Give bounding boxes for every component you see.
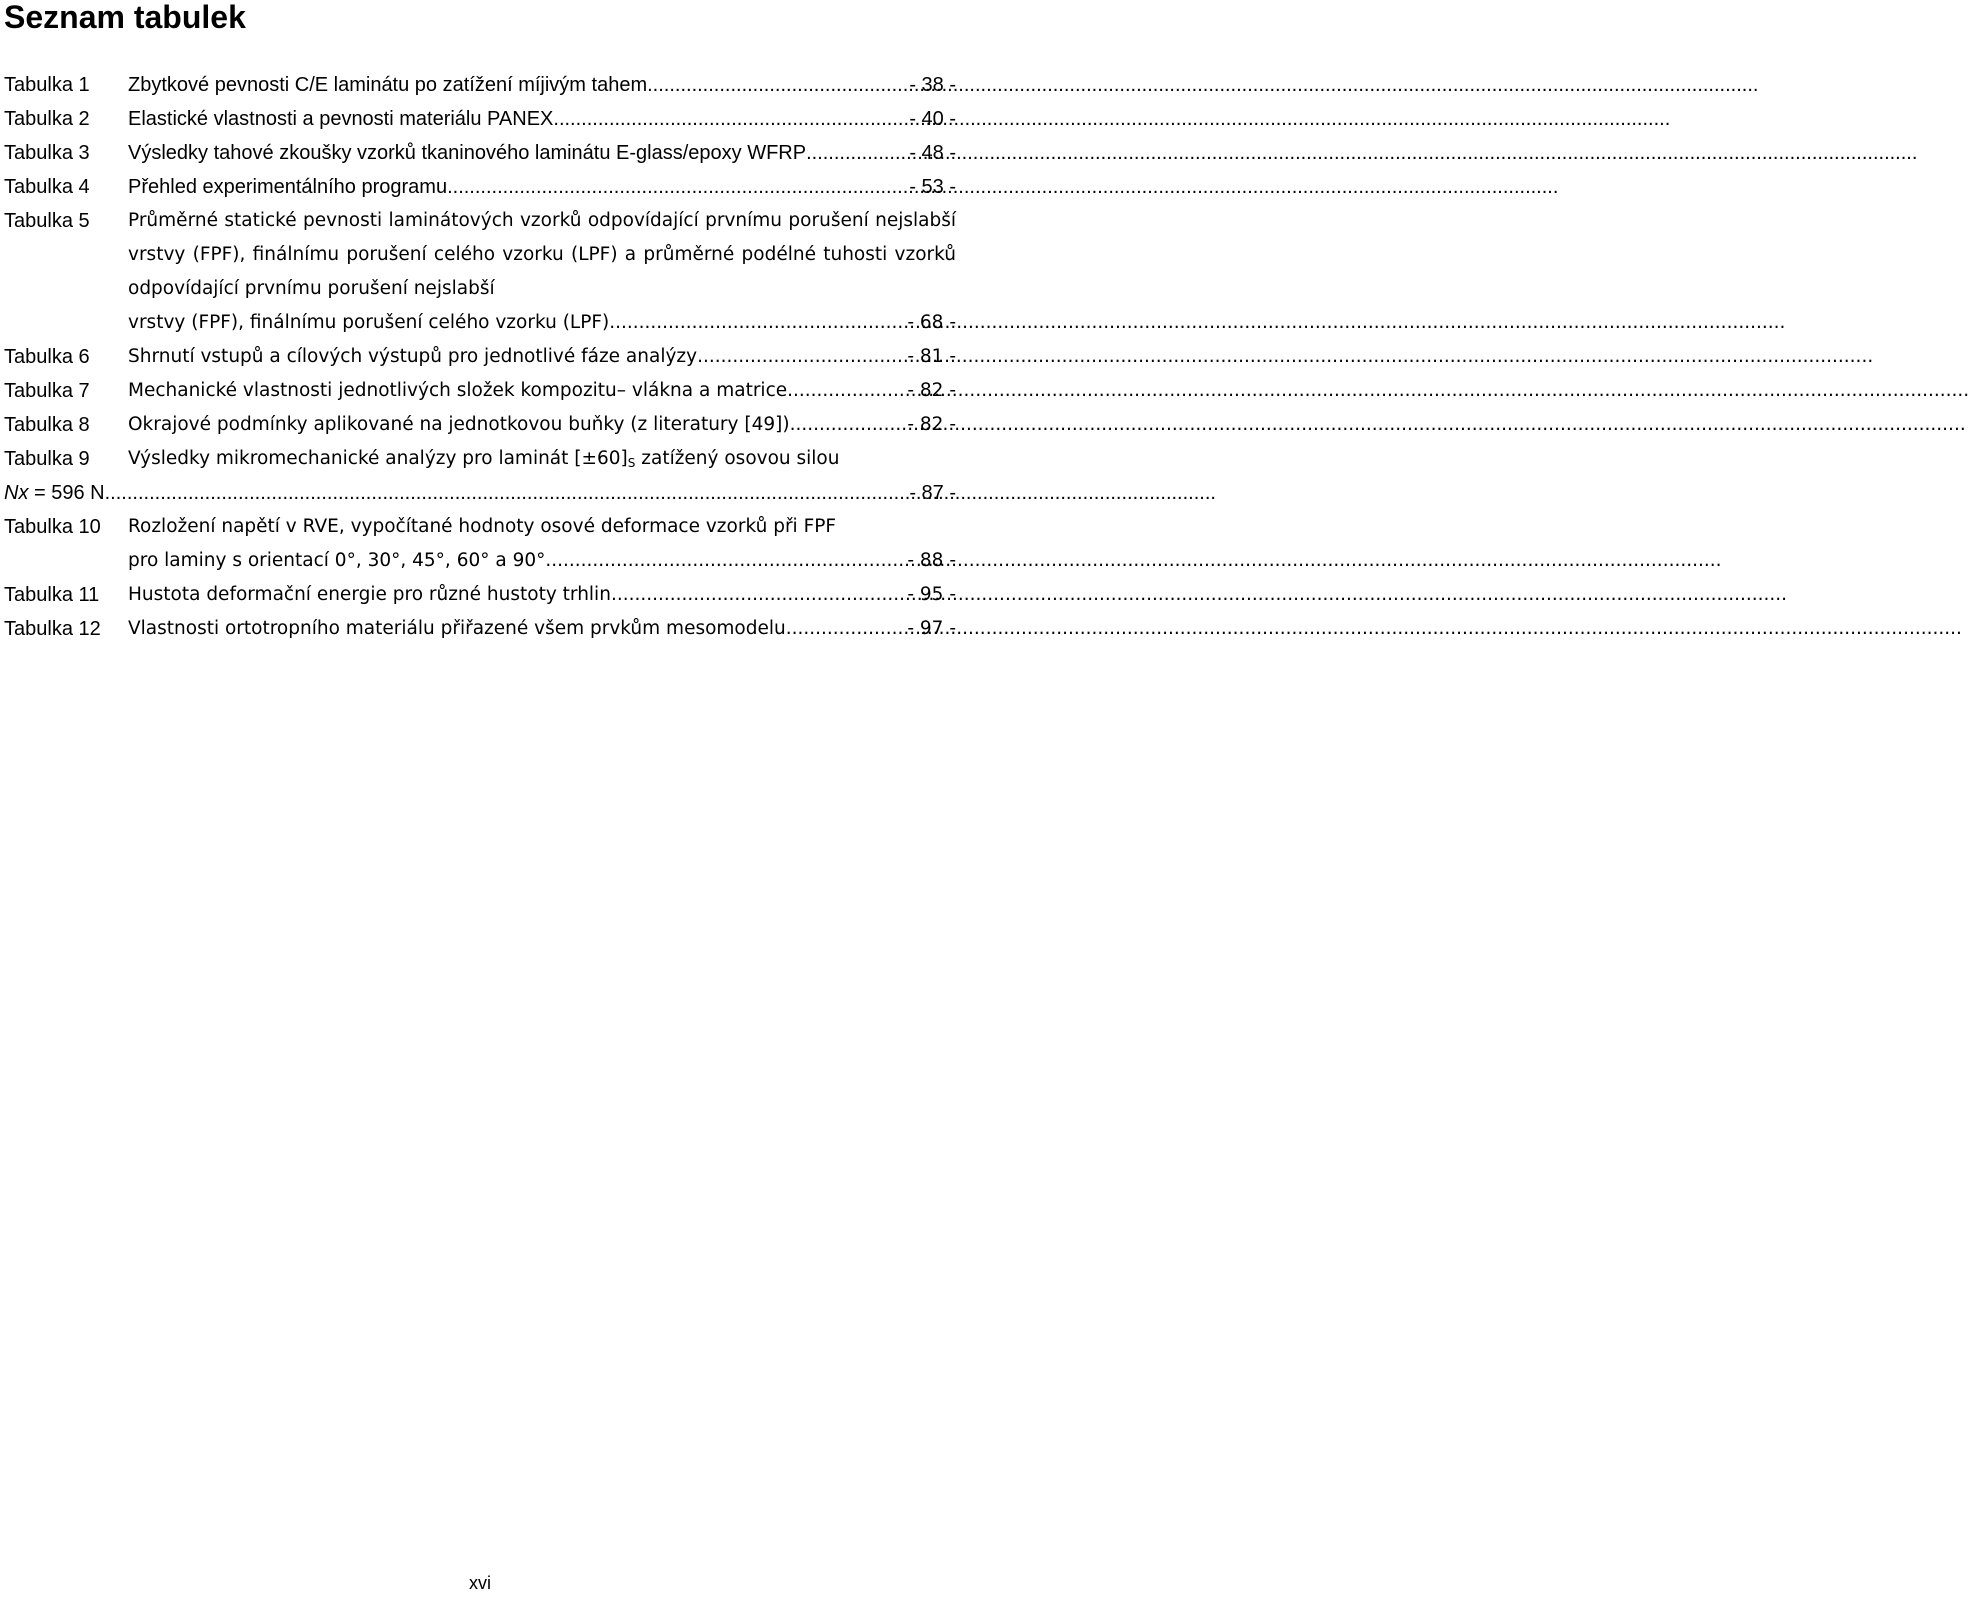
dot-leader bbox=[611, 578, 905, 612]
page-number: xvi bbox=[469, 1573, 491, 1593]
dot-leader bbox=[447, 170, 907, 204]
entry-page: - 87 - bbox=[909, 482, 956, 504]
toc-entry-7[interactable] bbox=[4, 374, 956, 408]
dot-leader bbox=[697, 340, 905, 374]
dot-leader bbox=[559, 102, 907, 136]
dot-leader bbox=[105, 476, 908, 510]
entry-label: Tabulka 5 bbox=[4, 210, 90, 232]
dot-leader bbox=[790, 408, 906, 442]
entry-title-end: = 596 N bbox=[28, 482, 105, 504]
dot-leader bbox=[545, 544, 905, 578]
toc-entry-11[interactable] bbox=[4, 578, 956, 612]
entry-title: Výsledky tahové zkoušky vzorků tkaninového laminátu E-glass/epoxy WFRP bbox=[128, 142, 807, 164]
entry-title: Hustota deformační energie pro různé hustoty trhlin bbox=[128, 584, 611, 605]
page-title: Seznam tabulek bbox=[4, 0, 246, 35]
table-list bbox=[4, 68, 956, 646]
dot-leader bbox=[793, 374, 905, 408]
entry-label: Tabulka 8 bbox=[4, 414, 90, 436]
entry-label: Tabulka 7 bbox=[4, 380, 90, 402]
entry-title: Průměrné statické pevnosti laminátových vzorků odpovídající prvnímu porušení nejslabší vrstvy (FPF), finálnímu porušení celého vzorku (LPF) a průměrné podélné tuhosti vzorků odpovídající prvnímu porušení nejslabší bbox=[128, 210, 956, 299]
toc-entry-6[interactable] bbox=[4, 340, 956, 374]
entry-title-subscript: S bbox=[627, 456, 636, 470]
entry-title: Okrajové podmínky aplikované na jednotkovou buňky (z literatury [49]) bbox=[128, 414, 790, 435]
entry-title-cont: zatížený osovou silou bbox=[635, 448, 840, 469]
dot-leader bbox=[806, 136, 907, 170]
entry-page: - 97 - bbox=[907, 618, 956, 639]
entry-page: - 82 - bbox=[907, 414, 956, 435]
entry-page: - 38 - bbox=[909, 74, 956, 96]
entry-title-end: pro laminy s orientací 0°, 30°, 45°, 60° a 90° bbox=[128, 550, 546, 571]
variable-nx: Nx bbox=[4, 482, 29, 504]
entry-page: - 68 - bbox=[907, 312, 956, 333]
toc-entry-9[interactable] bbox=[4, 442, 956, 510]
toc-entry-5[interactable] bbox=[4, 204, 956, 340]
toc-entry-8[interactable] bbox=[4, 408, 956, 442]
entry-label: Tabulka 10 bbox=[4, 516, 101, 538]
entry-title: Vlastnosti ortotropního materiálu přiřazené všem prvkům mesomodelu bbox=[128, 618, 786, 639]
entry-label: Tabulka 6 bbox=[4, 346, 90, 368]
entry-page: - 95 - bbox=[907, 584, 956, 605]
entry-label: Tabulka 1 bbox=[4, 74, 90, 96]
entry-page: - 88 - bbox=[907, 550, 956, 571]
entry-page: - 53 - bbox=[909, 176, 956, 198]
entry-label: Tabulka 9 bbox=[4, 448, 90, 470]
entry-title-end: vrstvy (FPF), finálnímu porušení celého vzorku (LPF) bbox=[128, 312, 610, 333]
entry-page: - 82 - bbox=[907, 380, 956, 401]
entry-label: Tabulka 11 bbox=[4, 584, 100, 606]
entry-label: Tabulka 3 bbox=[4, 142, 90, 164]
dot-leader bbox=[647, 68, 907, 102]
entry-label: Tabulka 12 bbox=[4, 618, 101, 640]
entry-title: Zbytkové pevnosti C/E laminátu po zatížení míjivým tahem bbox=[128, 74, 648, 96]
toc-entry-4[interactable] bbox=[4, 170, 956, 204]
toc-entry-10[interactable] bbox=[4, 510, 956, 578]
entry-page: - 81 - bbox=[907, 346, 956, 367]
toc-entry-3[interactable] bbox=[4, 136, 956, 170]
entry-page: - 40 - bbox=[909, 108, 956, 130]
toc-entry-12[interactable] bbox=[4, 612, 956, 646]
entry-title: Rozložení napětí v RVE, vypočítané hodnoty osové deformace vzorků při FPF bbox=[128, 516, 837, 537]
toc-entry-2[interactable] bbox=[4, 102, 956, 136]
dot-leader bbox=[609, 306, 905, 340]
toc-entry-1[interactable] bbox=[4, 68, 956, 102]
entry-title: Mechanické vlastnosti jednotlivých složek kompozitu– vlákna a matrice. bbox=[128, 380, 794, 401]
entry-title: Shrnutí vstupů a cílových výstupů pro jednotlivé fáze analýzy bbox=[128, 346, 698, 367]
entry-title: Výsledky mikromechanické analýzy pro laminát [±60] bbox=[128, 448, 628, 469]
dot-leader bbox=[786, 612, 906, 646]
entry-title: Přehled experimentálního programu bbox=[128, 176, 448, 198]
entry-title: Elastické vlastnosti a pevnosti materiálu PANEX. bbox=[128, 108, 559, 130]
entry-label: Tabulka 4 bbox=[4, 176, 90, 198]
entry-page: - 48 - bbox=[909, 142, 956, 164]
entry-label: Tabulka 2 bbox=[4, 108, 90, 130]
